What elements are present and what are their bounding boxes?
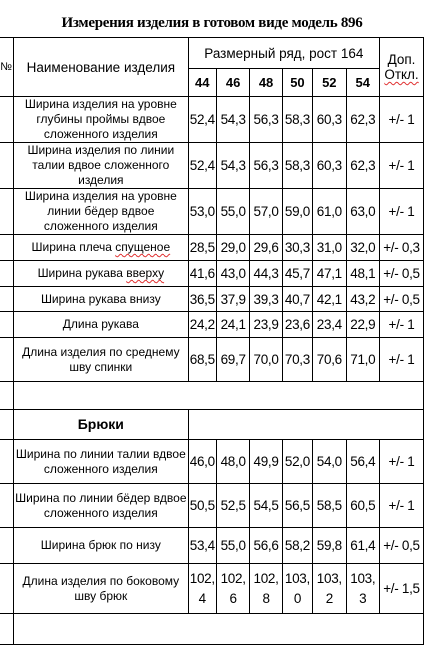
tolerance-value: +/- 1 [380,97,424,143]
tolerance-value: +/- 1 [380,143,424,189]
size-value: 70,0 [250,338,282,382]
row-number [0,338,14,382]
size-value: 42,1 [313,287,346,312]
size-value: 23,6 [282,312,312,338]
header-size-range: Размерный ряд, рост 164 [188,38,379,69]
size-value: 61,4 [346,528,379,564]
tolerance-value: +/- 0,5 [380,287,424,312]
size-value: 52,4 [188,97,216,143]
size-value [216,564,249,614]
size-value [250,564,282,614]
table-row [0,312,424,338]
size-value: 55,0 [216,189,249,235]
row-name: Ширина изделия по линии талии вдвое сложенного изделия [14,143,189,189]
size-value: 62,3 [346,143,379,189]
size-value: 32,0 [346,235,379,261]
size-value: 63,0 [346,189,379,235]
size-value: 54,0 [313,440,346,484]
size-value: 30,3 [282,235,312,261]
size-value-line: 103, [284,570,310,586]
header-name: Наименование изделия [14,38,189,97]
tolerance-value: +/- 0,3 [380,235,424,261]
size-value: 71,0 [346,338,379,382]
size-value-line: 103, [350,570,376,586]
size-value: 49,9 [250,440,282,484]
table-row [0,189,424,235]
size-value: 29,0 [216,235,249,261]
size-value: 59,0 [282,189,312,235]
size-value: 43,0 [216,261,249,287]
size-value: 24,2 [188,312,216,338]
row-name [14,261,189,287]
size-value: 60,3 [313,97,346,143]
empty-row [0,382,424,410]
table-row [0,287,424,312]
page-title: Измерения изделия в готовом виде модель 896 [61,15,363,31]
size-value: 48,1 [346,261,379,287]
section-row [0,410,424,440]
size-value-line: 6 [229,590,237,606]
tolerance-value: +/- 1 [380,189,424,235]
size-value-line: 0 [293,590,302,606]
size-value: 53,4 [188,528,216,564]
row-name: Длина изделия по боковому шву брюк [14,564,189,614]
row-name-underlined: спущеное [115,240,171,254]
size-value: 56,4 [346,440,379,484]
row-name: Ширина по линии бёдер вдвое сложенного изделия [14,484,189,528]
size-value: 60,5 [346,484,379,528]
tolerance-value: +/- 1 [380,312,424,338]
row-number [0,564,14,614]
size-value-line: 102, [189,570,215,586]
table-body [0,38,424,645]
size-value: 70,6 [313,338,346,382]
table-row [0,143,424,189]
size-value: 22,9 [346,312,379,338]
empty-row [0,614,424,645]
header-num: № [0,38,14,97]
size-value: 48,0 [216,440,249,484]
size-header: 48 [250,69,282,97]
row-number [0,97,14,143]
row-name: Ширина изделия на уровне глубины проймы вдвое сложенного изделия [14,97,189,143]
size-value: 60,3 [313,143,346,189]
size-value: 58,3 [282,143,312,189]
size-value: 58,5 [313,484,346,528]
size-value: 29,6 [250,235,282,261]
size-value: 53,0 [188,189,216,235]
size-value: 58,2 [282,528,312,564]
size-value-line: 102, [220,570,246,586]
row-name-underlined: вверху [126,266,165,280]
size-value: 57,0 [250,189,282,235]
section-title: Брюки [14,410,189,440]
tolerance-value: +/- 0,5 [380,261,424,287]
size-value [188,564,216,614]
size-value: 54,3 [216,143,249,189]
table-row [0,528,424,564]
size-value: 69,7 [216,338,249,382]
size-value: 23,4 [313,312,346,338]
size-value: 61,0 [313,189,346,235]
size-value: 50,5 [188,484,216,528]
row-number [0,287,14,312]
size-value-line: 4 [198,590,206,606]
size-value: 44,3 [250,261,282,287]
size-value: 56,6 [250,528,282,564]
table-row [0,338,424,382]
size-value: 41,6 [188,261,216,287]
empty-cell [14,382,424,410]
empty-cell [0,410,14,440]
tolerance-value: +/- 1 [380,338,424,382]
size-value: 56,3 [250,143,282,189]
size-value: 45,7 [282,261,312,287]
row-name: Длина изделия по среднему шву спинки [14,338,189,382]
size-value: 58,3 [282,97,312,143]
tolerance-value: +/- 0,5 [380,528,424,564]
size-value-line: 3 [359,590,367,606]
size-value: 23,9 [250,312,282,338]
tolerance-value: +/- 1,5 [380,564,424,614]
tolerance-value: +/- 1 [380,440,424,484]
row-number [0,312,14,338]
table-row [0,440,424,484]
table-row [0,97,424,143]
size-value: 28,5 [188,235,216,261]
size-value [313,564,346,614]
size-header: 54 [346,69,379,97]
size-value: 46,0 [188,440,216,484]
size-value: 68,5 [188,338,216,382]
size-value [346,564,379,614]
table-row [0,564,424,614]
row-number [0,261,14,287]
size-value: 39,3 [250,287,282,312]
size-value: 40,7 [282,287,312,312]
header-tolerance [380,38,424,97]
size-value: 52,5 [216,484,249,528]
row-name: Ширина рукава внизу [14,287,189,312]
row-name: Ширина брюк по низу [14,528,189,564]
tolerance-value: +/- 1 [380,484,424,528]
size-value [282,564,312,614]
size-value: 55,0 [216,528,249,564]
measurements-table [0,37,424,645]
table-row [0,235,424,261]
header-row-1 [0,38,424,69]
row-number [0,189,14,235]
size-value: 70,3 [282,338,312,382]
empty-cell [14,614,424,645]
row-name: Длина рукава [14,312,189,338]
size-header: 46 [216,69,249,97]
empty-cell [0,614,14,645]
row-name: Ширина по линии талии вдвое сложенного изделия [14,440,189,484]
row-name [14,235,189,261]
size-value: 62,3 [346,97,379,143]
size-value: 54,5 [250,484,282,528]
size-value: 56,5 [282,484,312,528]
size-value: 54,3 [216,97,249,143]
size-value: 52,0 [282,440,312,484]
size-value: 47,1 [313,261,346,287]
size-value-line: 102, [253,570,279,586]
size-value: 43,2 [346,287,379,312]
size-value: 31,0 [313,235,346,261]
size-value: 56,3 [250,97,282,143]
row-number [0,440,14,484]
size-value: 37,9 [216,287,249,312]
row-number [0,143,14,189]
empty-cell [0,382,14,410]
size-value-line: 103, [316,570,342,586]
size-value: 24,1 [216,312,249,338]
size-value: 36,5 [188,287,216,312]
empty-cell [188,410,423,440]
size-header: 44 [188,69,216,97]
header-tolerance-line2: Откл. [384,67,419,82]
size-value-line: 8 [262,590,270,606]
size-header: 50 [282,69,312,97]
row-number [0,484,14,528]
row-name-text: Ширина рукава [37,266,127,280]
row-number [0,235,14,261]
size-value-line: 2 [325,590,333,606]
table-row [0,261,424,287]
row-name: Ширина изделия на уровне линии бёдер вдвое сложенного изделия [14,189,189,235]
size-value: 52,4 [188,143,216,189]
row-name-text: Ширина плеча [31,240,116,254]
size-value: 59,8 [313,528,346,564]
size-header: 52 [313,69,346,97]
row-number [0,528,14,564]
header-tolerance-line1: Доп. [387,52,416,67]
table-row [0,484,424,528]
